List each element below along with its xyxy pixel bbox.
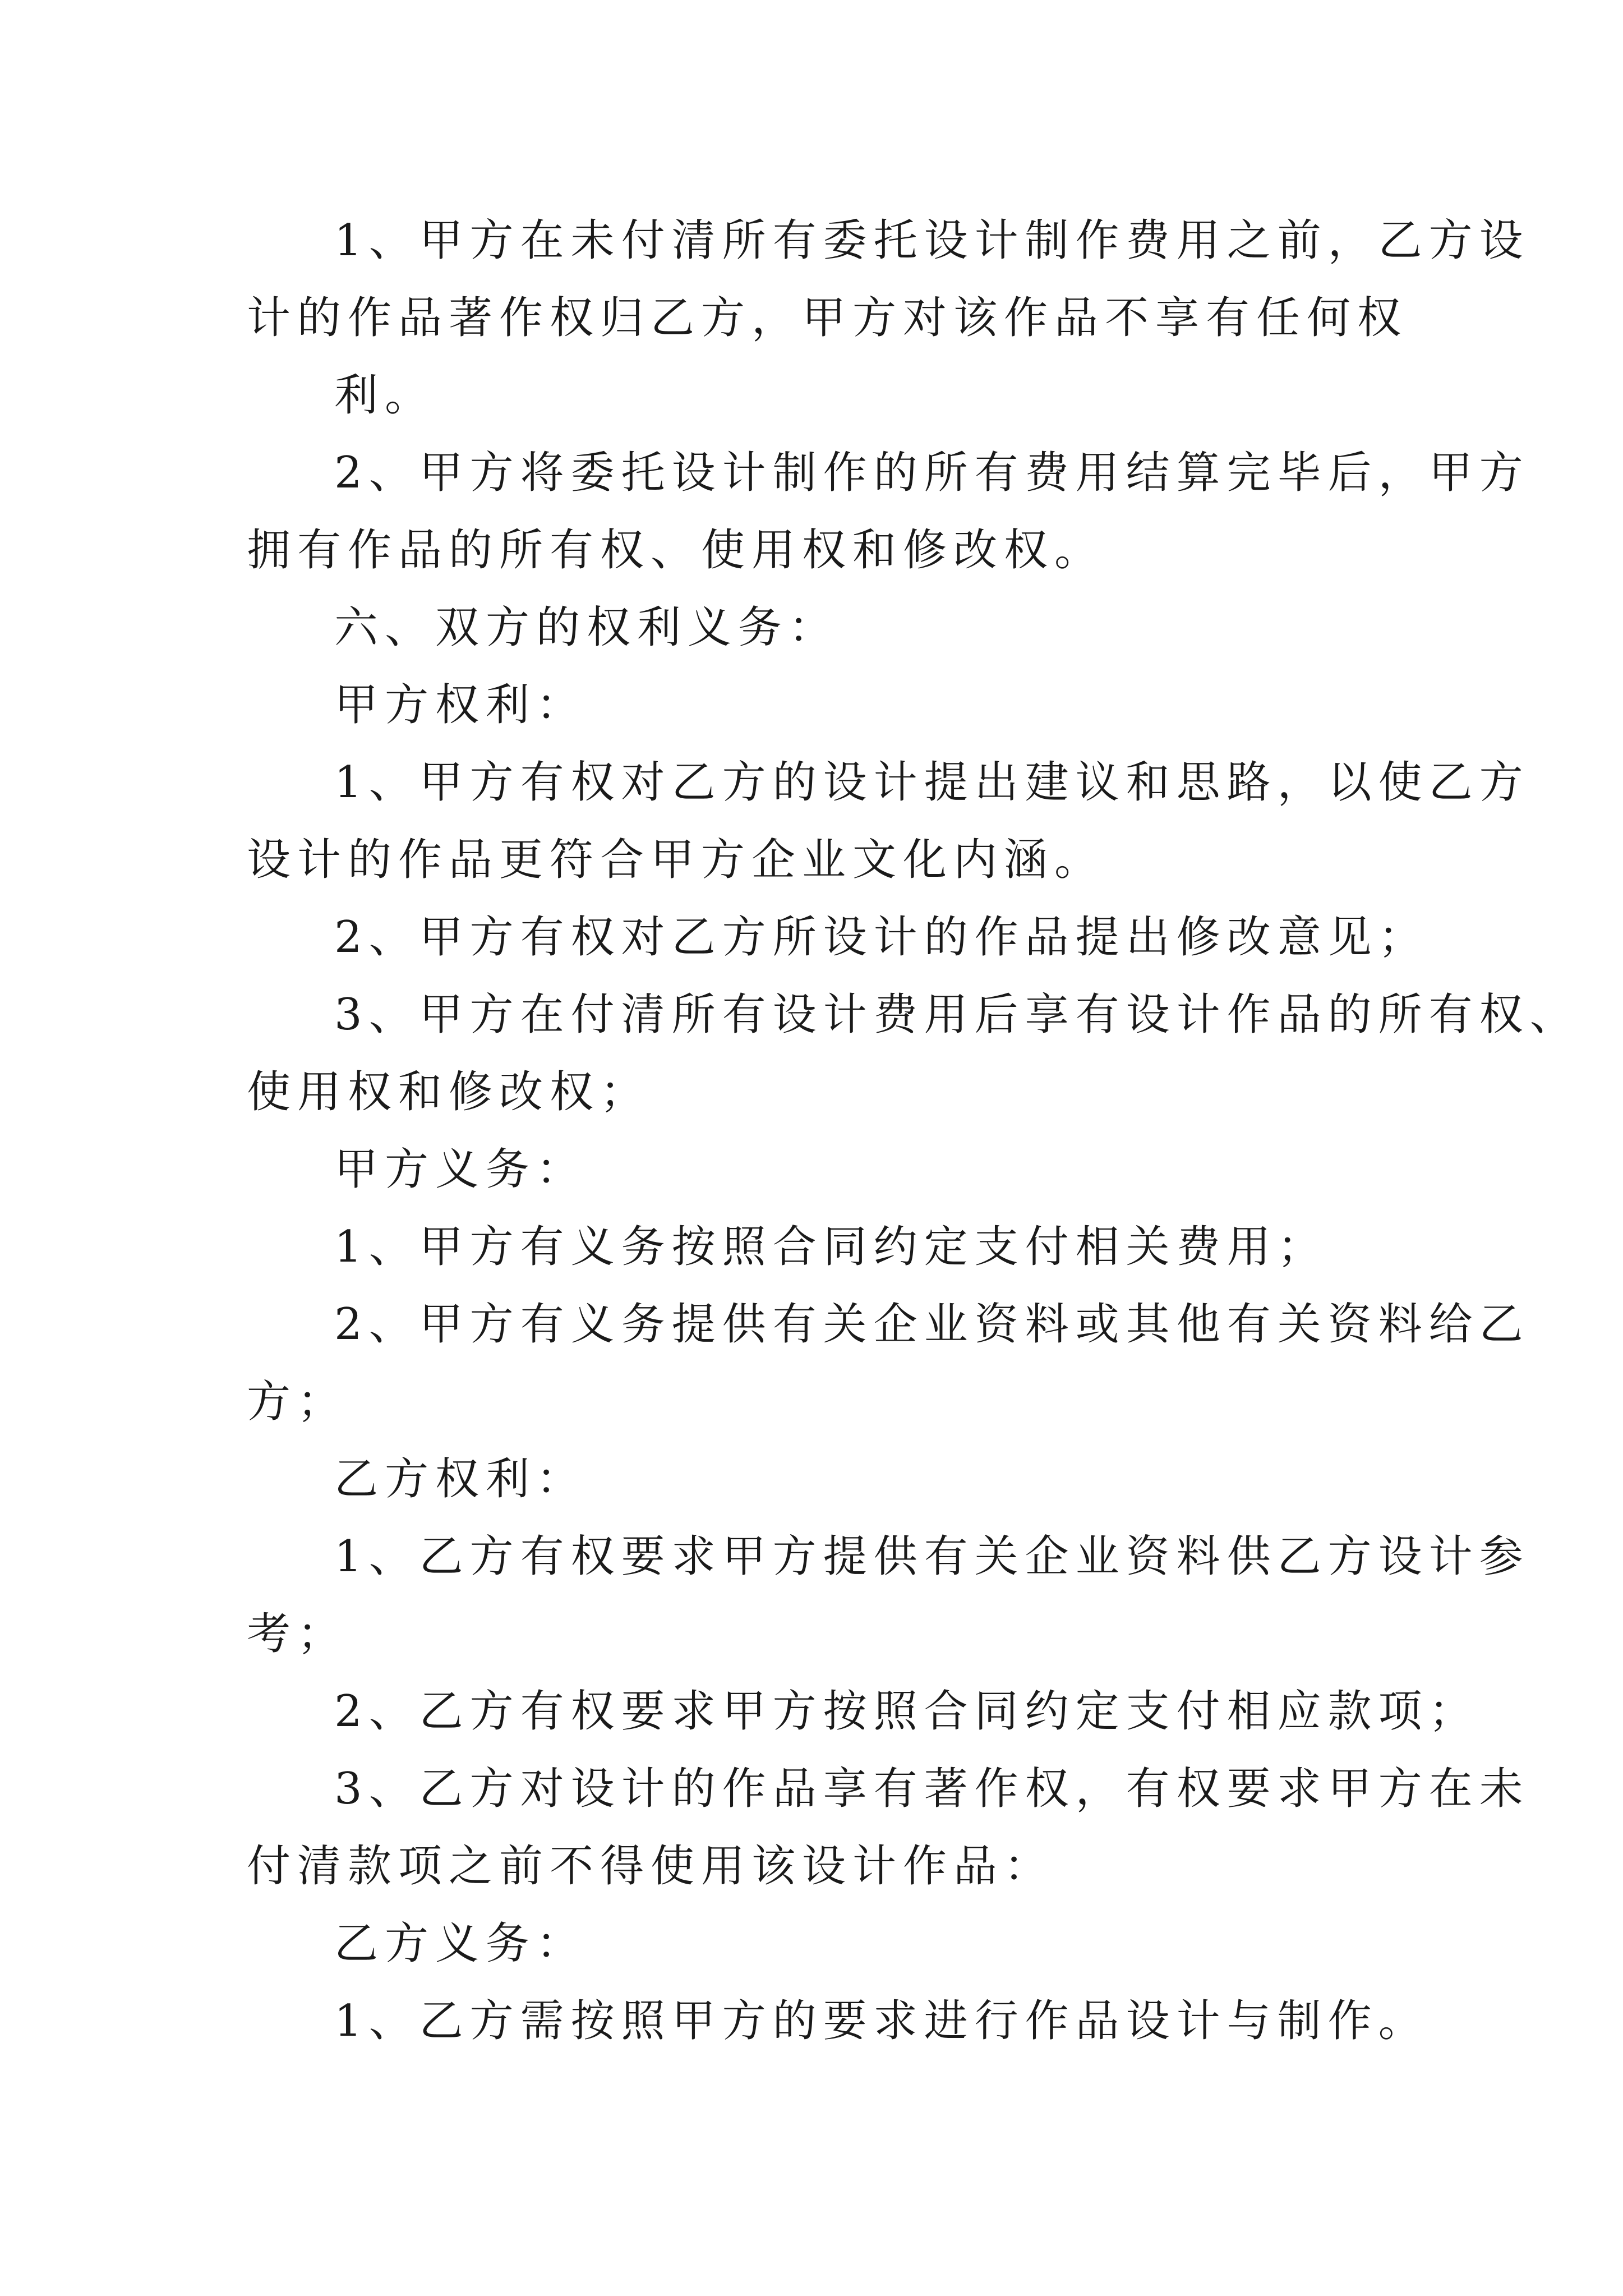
subsection-heading: 乙方权利： [334, 1454, 587, 1504]
text-line: 拥有作品的所有权、使用权和修改权。 [247, 525, 1105, 576]
text-line: 1、甲方在未付清所有委托设计制作费用之前，乙方设 [334, 215, 1530, 266]
text-line: 考； [247, 1609, 348, 1659]
text-line: 利。 [334, 370, 436, 421]
text-line: 2、甲方有义务提供有关企业资料或其他有关资料给乙 [334, 1299, 1530, 1350]
section-heading: 六、双方的权利义务： [334, 602, 840, 653]
text-line: 2、乙方有权要求甲方按照合同约定支付相应款项； [334, 1686, 1479, 1737]
text-line: 3、甲方在付清所有设计费用后享有设计作品的所有权、 [334, 990, 1580, 1040]
text-line: 方； [247, 1377, 348, 1427]
text-line: 2、甲方有权对乙方所设计的作品提出修改意见； [334, 912, 1429, 963]
text-line: 1、乙方需按照甲方的要求进行作品设计与制作。 [334, 1996, 1429, 2046]
text-line: 设计的作品更符合甲方企业文化内涵。 [247, 835, 1105, 885]
text-line: 使用权和修改权； [247, 1067, 651, 1117]
subsection-heading: 甲方权利： [334, 680, 587, 730]
text-line: 3、乙方对设计的作品享有著作权，有权要求甲方在未 [334, 1764, 1530, 1814]
text-line: 1、乙方有权要求甲方提供有关企业资料供乙方设计参 [334, 1531, 1530, 1582]
text-line: 付清款项之前不得使用该设计作品： [247, 1841, 1055, 1892]
text-line: 计的作品著作权归乙方，甲方对该作品不享有任何权 [247, 293, 1408, 343]
text-line: 2、甲方将委托设计制作的所有费用结算完毕后，甲方 [334, 448, 1530, 498]
document-body [247, 202, 1580, 2060]
text-line: 1、甲方有权对乙方的设计提出建议和思路，以使乙方 [334, 757, 1530, 808]
subsection-heading: 乙方义务： [334, 1918, 587, 1969]
text-line: 1、甲方有义务按照合同约定支付相关费用； [334, 1222, 1328, 1272]
subsection-heading: 甲方义务： [334, 1144, 587, 1195]
